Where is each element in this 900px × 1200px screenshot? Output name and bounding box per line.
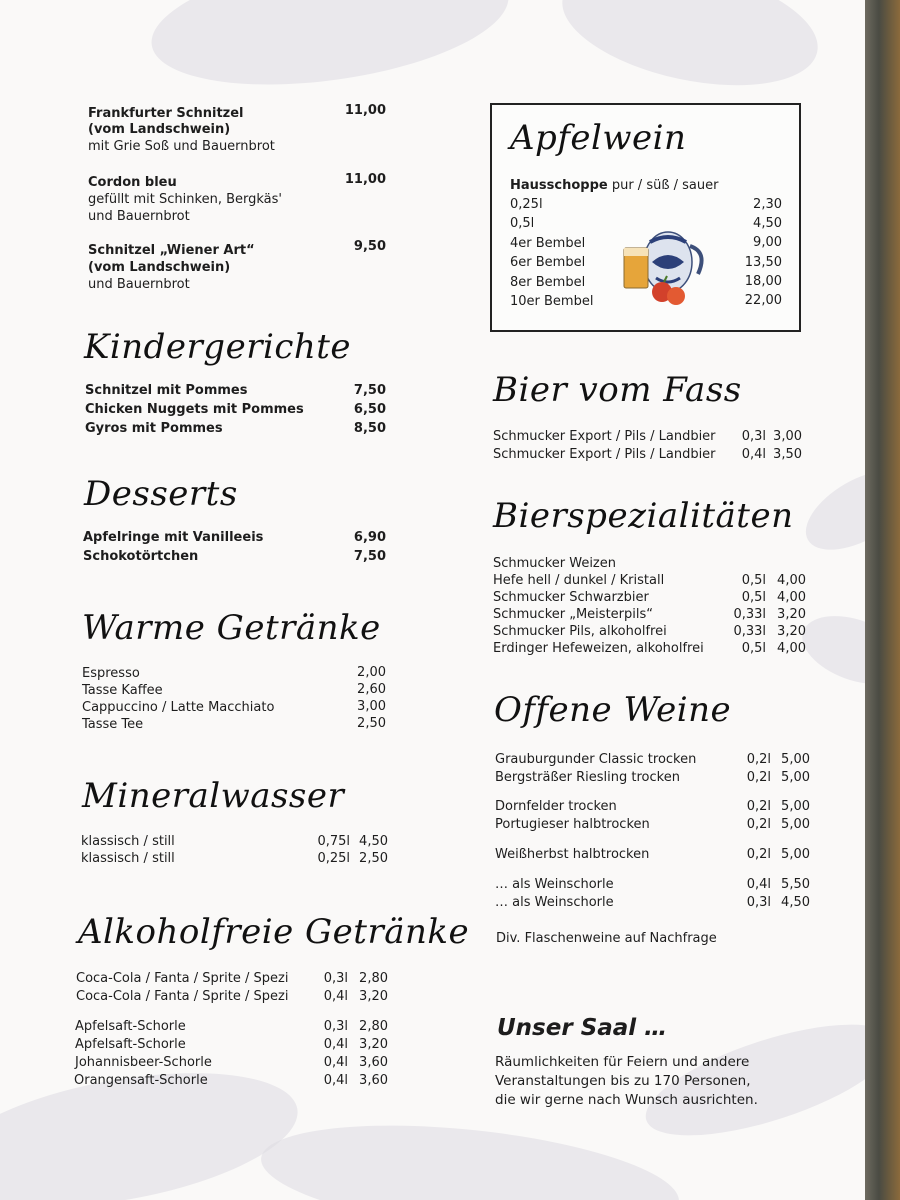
menu-item: 0,25l bbox=[510, 197, 543, 212]
menu-item-price: 2,50 bbox=[359, 851, 388, 866]
menu-item-size: 0,4l bbox=[323, 1055, 348, 1070]
section-title-bier-vom-fass: Bier vom Fass bbox=[493, 370, 742, 410]
menu-item-price: 9,00 bbox=[753, 235, 782, 250]
menu-item-price: 2,30 bbox=[753, 197, 782, 212]
dish-name-sub: (vom Landschwein) bbox=[88, 260, 231, 275]
menu-item: Schmucker Export / Pils / Landbier bbox=[493, 447, 716, 462]
menu-item-price: 3,00 bbox=[357, 699, 386, 714]
dish-name: Cordon bleu bbox=[88, 175, 177, 190]
dish-desc: gefüllt mit Schinken, Bergkäs' bbox=[88, 192, 282, 207]
menu-item-size: 0,3l bbox=[741, 429, 766, 444]
dish-desc: mit Grie Soß und Bauernbrot bbox=[88, 139, 275, 154]
background-leaf bbox=[551, 0, 828, 106]
background-leaf bbox=[143, 0, 516, 104]
menu-item-price: 7,50 bbox=[353, 383, 386, 398]
dish-price: 11,00 bbox=[344, 103, 386, 118]
menu-item-size: 0,2l bbox=[746, 770, 771, 785]
menu-item-size: 0,4l bbox=[741, 447, 766, 462]
menu-item-price: 5,00 bbox=[781, 752, 810, 767]
menu-item-price: 7,50 bbox=[353, 549, 386, 564]
menu-item-price: 3,20 bbox=[777, 624, 806, 639]
menu-item-size: 0,33l bbox=[733, 607, 766, 622]
dish-name: Frankfurter Schnitzel bbox=[88, 106, 244, 121]
menu-item-price: 5,00 bbox=[781, 799, 810, 814]
menu-item: Portugieser halbtrocken bbox=[495, 817, 650, 832]
menu-item-price: 5,00 bbox=[781, 847, 810, 862]
menu-item: Apfelringe mit Vanilleeis bbox=[83, 530, 264, 545]
section-title-desserts: Desserts bbox=[84, 474, 238, 514]
menu-item-price: 6,50 bbox=[353, 402, 386, 417]
menu-item-price: 3,00 bbox=[773, 429, 802, 444]
menu-item-size: 0,25l bbox=[317, 851, 350, 866]
menu-item-price: 4,50 bbox=[781, 895, 810, 910]
background-leaf bbox=[793, 454, 865, 566]
dish-price: 11,00 bbox=[344, 172, 386, 187]
menu-item-price: 3,60 bbox=[359, 1055, 388, 1070]
menu-item-price: 3,20 bbox=[359, 1037, 388, 1052]
menu-item: klassisch / still bbox=[81, 851, 175, 866]
menu-item: Schmucker Schwarzbier bbox=[493, 590, 649, 605]
menu-item: 10er Bembel bbox=[510, 294, 594, 309]
menu-item: Tasse Tee bbox=[82, 717, 144, 732]
menu-item-size: 0,4l bbox=[323, 989, 348, 1004]
menu-item: Cappuccino / Latte Macchiato bbox=[82, 700, 275, 715]
menu-item-size: 0,5l bbox=[741, 573, 766, 588]
menu-item-price: 4,00 bbox=[777, 573, 806, 588]
apfelwein-subtitle bbox=[510, 178, 718, 193]
menu-item-size: 0,5l bbox=[741, 590, 766, 605]
dish-name: Schnitzel „Wiener Art“ bbox=[88, 243, 255, 258]
section-title-warme-getraenke: Warme Getränke bbox=[82, 608, 381, 648]
menu-item-size: 0,2l bbox=[746, 799, 771, 814]
saal-description bbox=[495, 1053, 815, 1110]
menu-item: Coca-Cola / Fanta / Sprite / Spezi bbox=[76, 971, 289, 986]
menu-item: Gyros mit Pommes bbox=[85, 421, 223, 436]
menu-item-size: 0,3l bbox=[746, 895, 771, 910]
menu-item-price: 4,00 bbox=[777, 641, 806, 656]
section-title-bierspezialitaeten: Bierspezialitäten bbox=[493, 496, 794, 536]
apfelwein-subtitle-rest: pur / süß / sauer bbox=[607, 178, 719, 193]
menu-item-price: 3,50 bbox=[773, 447, 802, 462]
menu-item: 4er Bembel bbox=[510, 236, 586, 251]
menu-item: Orangensaft-Schorle bbox=[74, 1073, 208, 1088]
menu-item-size: 0,2l bbox=[746, 752, 771, 767]
menu-item-price: 5,00 bbox=[781, 770, 810, 785]
section-title-apfelwein: Apfelwein bbox=[510, 118, 687, 158]
menu-item-price: 2,80 bbox=[359, 971, 388, 986]
menu-item: Schokotörtchen bbox=[83, 549, 199, 564]
menu-item: Schmucker Export / Pils / Landbier bbox=[493, 429, 716, 444]
menu-item: Johannisbeer-Schorle bbox=[75, 1055, 212, 1070]
menu-item-size: 0,5l bbox=[741, 641, 766, 656]
menu-item: Coca-Cola / Fanta / Sprite / Spezi bbox=[76, 989, 289, 1004]
menu-item-price: 8,50 bbox=[353, 421, 386, 436]
menu-item: 0,5l bbox=[510, 216, 535, 231]
menu-item: Schmucker Weizen bbox=[493, 556, 616, 571]
menu-item: Chicken Nuggets mit Pommes bbox=[85, 402, 304, 417]
section-title-alkoholfreie-getraenke: Alkoholfreie Getränke bbox=[78, 912, 470, 952]
menu-item-size: 0,2l bbox=[746, 847, 771, 862]
menu-item-size: 0,3l bbox=[323, 971, 348, 986]
menu-item-size: 0,4l bbox=[323, 1073, 348, 1088]
background-leaf bbox=[256, 1108, 684, 1200]
menu-item-price: 3,60 bbox=[359, 1073, 388, 1088]
saal-title: Unser Saal … bbox=[497, 1015, 668, 1041]
saal-line: Veranstaltungen bis zu 170 Personen, bbox=[495, 1073, 751, 1089]
menu-item-price: 18,00 bbox=[744, 274, 782, 289]
section-title-offene-weine: Offene Weine bbox=[494, 690, 732, 730]
menu-item: Dornfelder trocken bbox=[495, 799, 617, 814]
menu-item: Apfelsaft-Schorle bbox=[75, 1037, 186, 1052]
menu-item: Hefe hell / dunkel / Kristall bbox=[493, 573, 665, 588]
menu-item: Schnitzel mit Pommes bbox=[85, 383, 248, 398]
table-edge bbox=[865, 0, 900, 1200]
menu-item: Bergsträßer Riesling trocken bbox=[495, 770, 680, 785]
menu-item-size: 0,75l bbox=[317, 834, 350, 849]
menu-item: 8er Bembel bbox=[510, 275, 586, 290]
menu-item: Erdinger Hefeweizen, alkoholfrei bbox=[493, 641, 704, 656]
saal-line: die wir gerne nach Wunsch ausrichten. bbox=[495, 1092, 758, 1108]
menu-item: Schmucker Pils, alkoholfrei bbox=[493, 624, 667, 639]
menu-item-price: 4,50 bbox=[359, 834, 388, 849]
menu-item: … als Weinschorle bbox=[495, 877, 614, 892]
menu-item-size: 0,4l bbox=[323, 1037, 348, 1052]
menu-item: klassisch / still bbox=[81, 834, 175, 849]
dish-name-sub: (vom Landschwein) bbox=[88, 122, 231, 137]
menu-item-price: 13,50 bbox=[744, 255, 782, 270]
menu-item-price: 3,20 bbox=[359, 989, 388, 1004]
menu-item-price: 2,50 bbox=[357, 716, 386, 731]
dish-desc: und Bauernbrot bbox=[88, 277, 190, 292]
dish-price: 9,50 bbox=[353, 239, 386, 254]
saal-line: Räumlichkeiten für Feiern und andere bbox=[495, 1054, 750, 1070]
menu-item-size: 0,2l bbox=[746, 817, 771, 832]
section-title-kindergerichte: Kindergerichte bbox=[84, 327, 352, 367]
wine-note: Div. Flaschenweine auf Nachfrage bbox=[496, 931, 717, 946]
menu-item-price: 3,20 bbox=[777, 607, 806, 622]
menu-item-price: 4,00 bbox=[777, 590, 806, 605]
menu-item-price: 2,80 bbox=[359, 1019, 388, 1034]
dish-desc: und Bauernbrot bbox=[88, 209, 190, 224]
menu-item: Espresso bbox=[82, 666, 140, 681]
menu-item-price: 22,00 bbox=[744, 293, 782, 308]
menu-item-price: 5,00 bbox=[781, 817, 810, 832]
menu-item-price: 2,60 bbox=[357, 682, 386, 697]
menu-item-size: 0,4l bbox=[746, 877, 771, 892]
menu-item: 6er Bembel bbox=[510, 255, 586, 270]
menu-item-price: 5,50 bbox=[781, 877, 810, 892]
apfelwein-subtitle-bold: Hausschoppe bbox=[510, 178, 608, 193]
menu-item-price: 6,90 bbox=[353, 530, 386, 545]
menu-item: Grauburgunder Classic trocken bbox=[495, 752, 697, 767]
menu-item: Apfelsaft-Schorle bbox=[75, 1019, 186, 1034]
menu-item-price: 2,00 bbox=[357, 665, 386, 680]
menu-item-size: 0,3l bbox=[323, 1019, 348, 1034]
menu-item: Schmucker „Meisterpils“ bbox=[493, 607, 653, 622]
menu-item-size: 0,33l bbox=[733, 624, 766, 639]
bembel-jug-and-glass-icon bbox=[620, 212, 716, 308]
menu-item-price: 4,50 bbox=[753, 216, 782, 231]
menu-item: Tasse Kaffee bbox=[82, 683, 163, 698]
menu-item: Weißherbst halbtrocken bbox=[495, 847, 650, 862]
section-title-mineralwasser: Mineralwasser bbox=[82, 776, 345, 816]
menu-item: … als Weinschorle bbox=[495, 895, 614, 910]
